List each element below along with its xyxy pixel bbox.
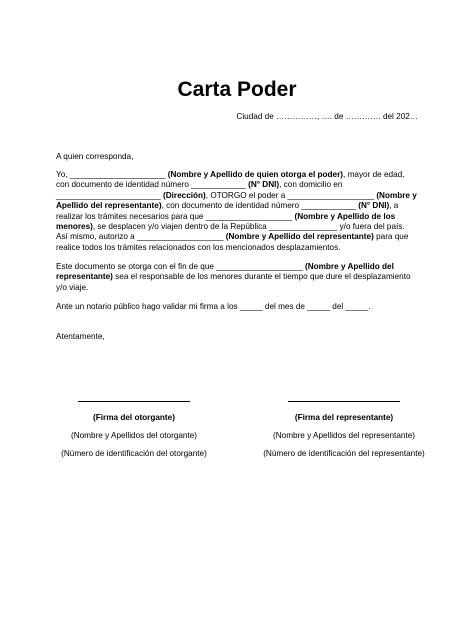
text: , OTORGO el poder a ___________________	[205, 190, 377, 200]
document-title: Carta Poder	[177, 78, 297, 101]
signature-id: (Número de identificación del representante)	[263, 449, 425, 458]
placeholder-representative-name: (Nombre y Apellido del representante)	[225, 232, 374, 242]
signature-line	[78, 401, 190, 402]
greeting: A quien corresponda,	[56, 152, 134, 161]
signature-line	[288, 401, 400, 402]
signature-name: (Nombre y Apellidos del otorgante)	[70, 431, 198, 440]
text: , mayor de edad, con documento de identidad número ____________	[56, 170, 405, 190]
text: , a realizar los trámites necesarios para que ___________________	[56, 201, 399, 221]
text: , con documento de identidad número ____________	[161, 201, 359, 211]
signature-role: (Firma del representante)	[294, 413, 394, 422]
placeholder-address: (Dirección)	[163, 190, 206, 200]
text: sea el responsable de los menores durante el tiempo que dure el desplazamiento y/o viaje.	[56, 272, 411, 292]
placeholder-grantor-name: (Nombre y Apellido de quien otorga el poder)	[167, 170, 344, 179]
signature-block-grantor	[44, 390, 224, 458]
text: Yo, _____________________	[56, 170, 168, 179]
text: Este documento se otorga con el fin de que ___________________	[56, 262, 306, 271]
signature-block-representative	[254, 390, 434, 458]
signature-id: (Número de identificación del otorgante)	[61, 449, 207, 458]
paragraph-grant	[56, 170, 418, 253]
paragraph-notary: Ante un notario público hago validar mi firma a los _____ del mes de _____ del _____.	[56, 302, 371, 311]
placeholder-dni: (N° DNI)	[358, 201, 390, 211]
placeholder-minors-name: (Nombre y Apellido de los menores)	[56, 211, 396, 232]
placeholder-representative-name: (Nombre y Apellido del representante)	[56, 262, 394, 282]
placeholder-representative-name: (Nombre y Apellido del representante)	[56, 190, 417, 211]
placeholder-dni: (N° DNI)	[248, 180, 280, 190]
place-date-line: Ciudad de ……………, …. de …………. del 202…	[236, 112, 418, 121]
closing: Atentamente,	[56, 332, 105, 341]
text: , con domicilio en _______________________	[56, 180, 343, 200]
text: para que realice todos los trámites relacionados con los mencionados desplazamientos.	[56, 232, 409, 252]
paragraph-purpose	[56, 262, 418, 293]
signature-role: (Firma del otorgante)	[93, 413, 175, 422]
text: , se desplacen y/o viajen dentro de la República _______________ y/o fuera del país. Así mismo, autorizo a ___________________	[56, 222, 405, 242]
signature-name: (Nombre y Apellidos del representante)	[273, 431, 415, 440]
